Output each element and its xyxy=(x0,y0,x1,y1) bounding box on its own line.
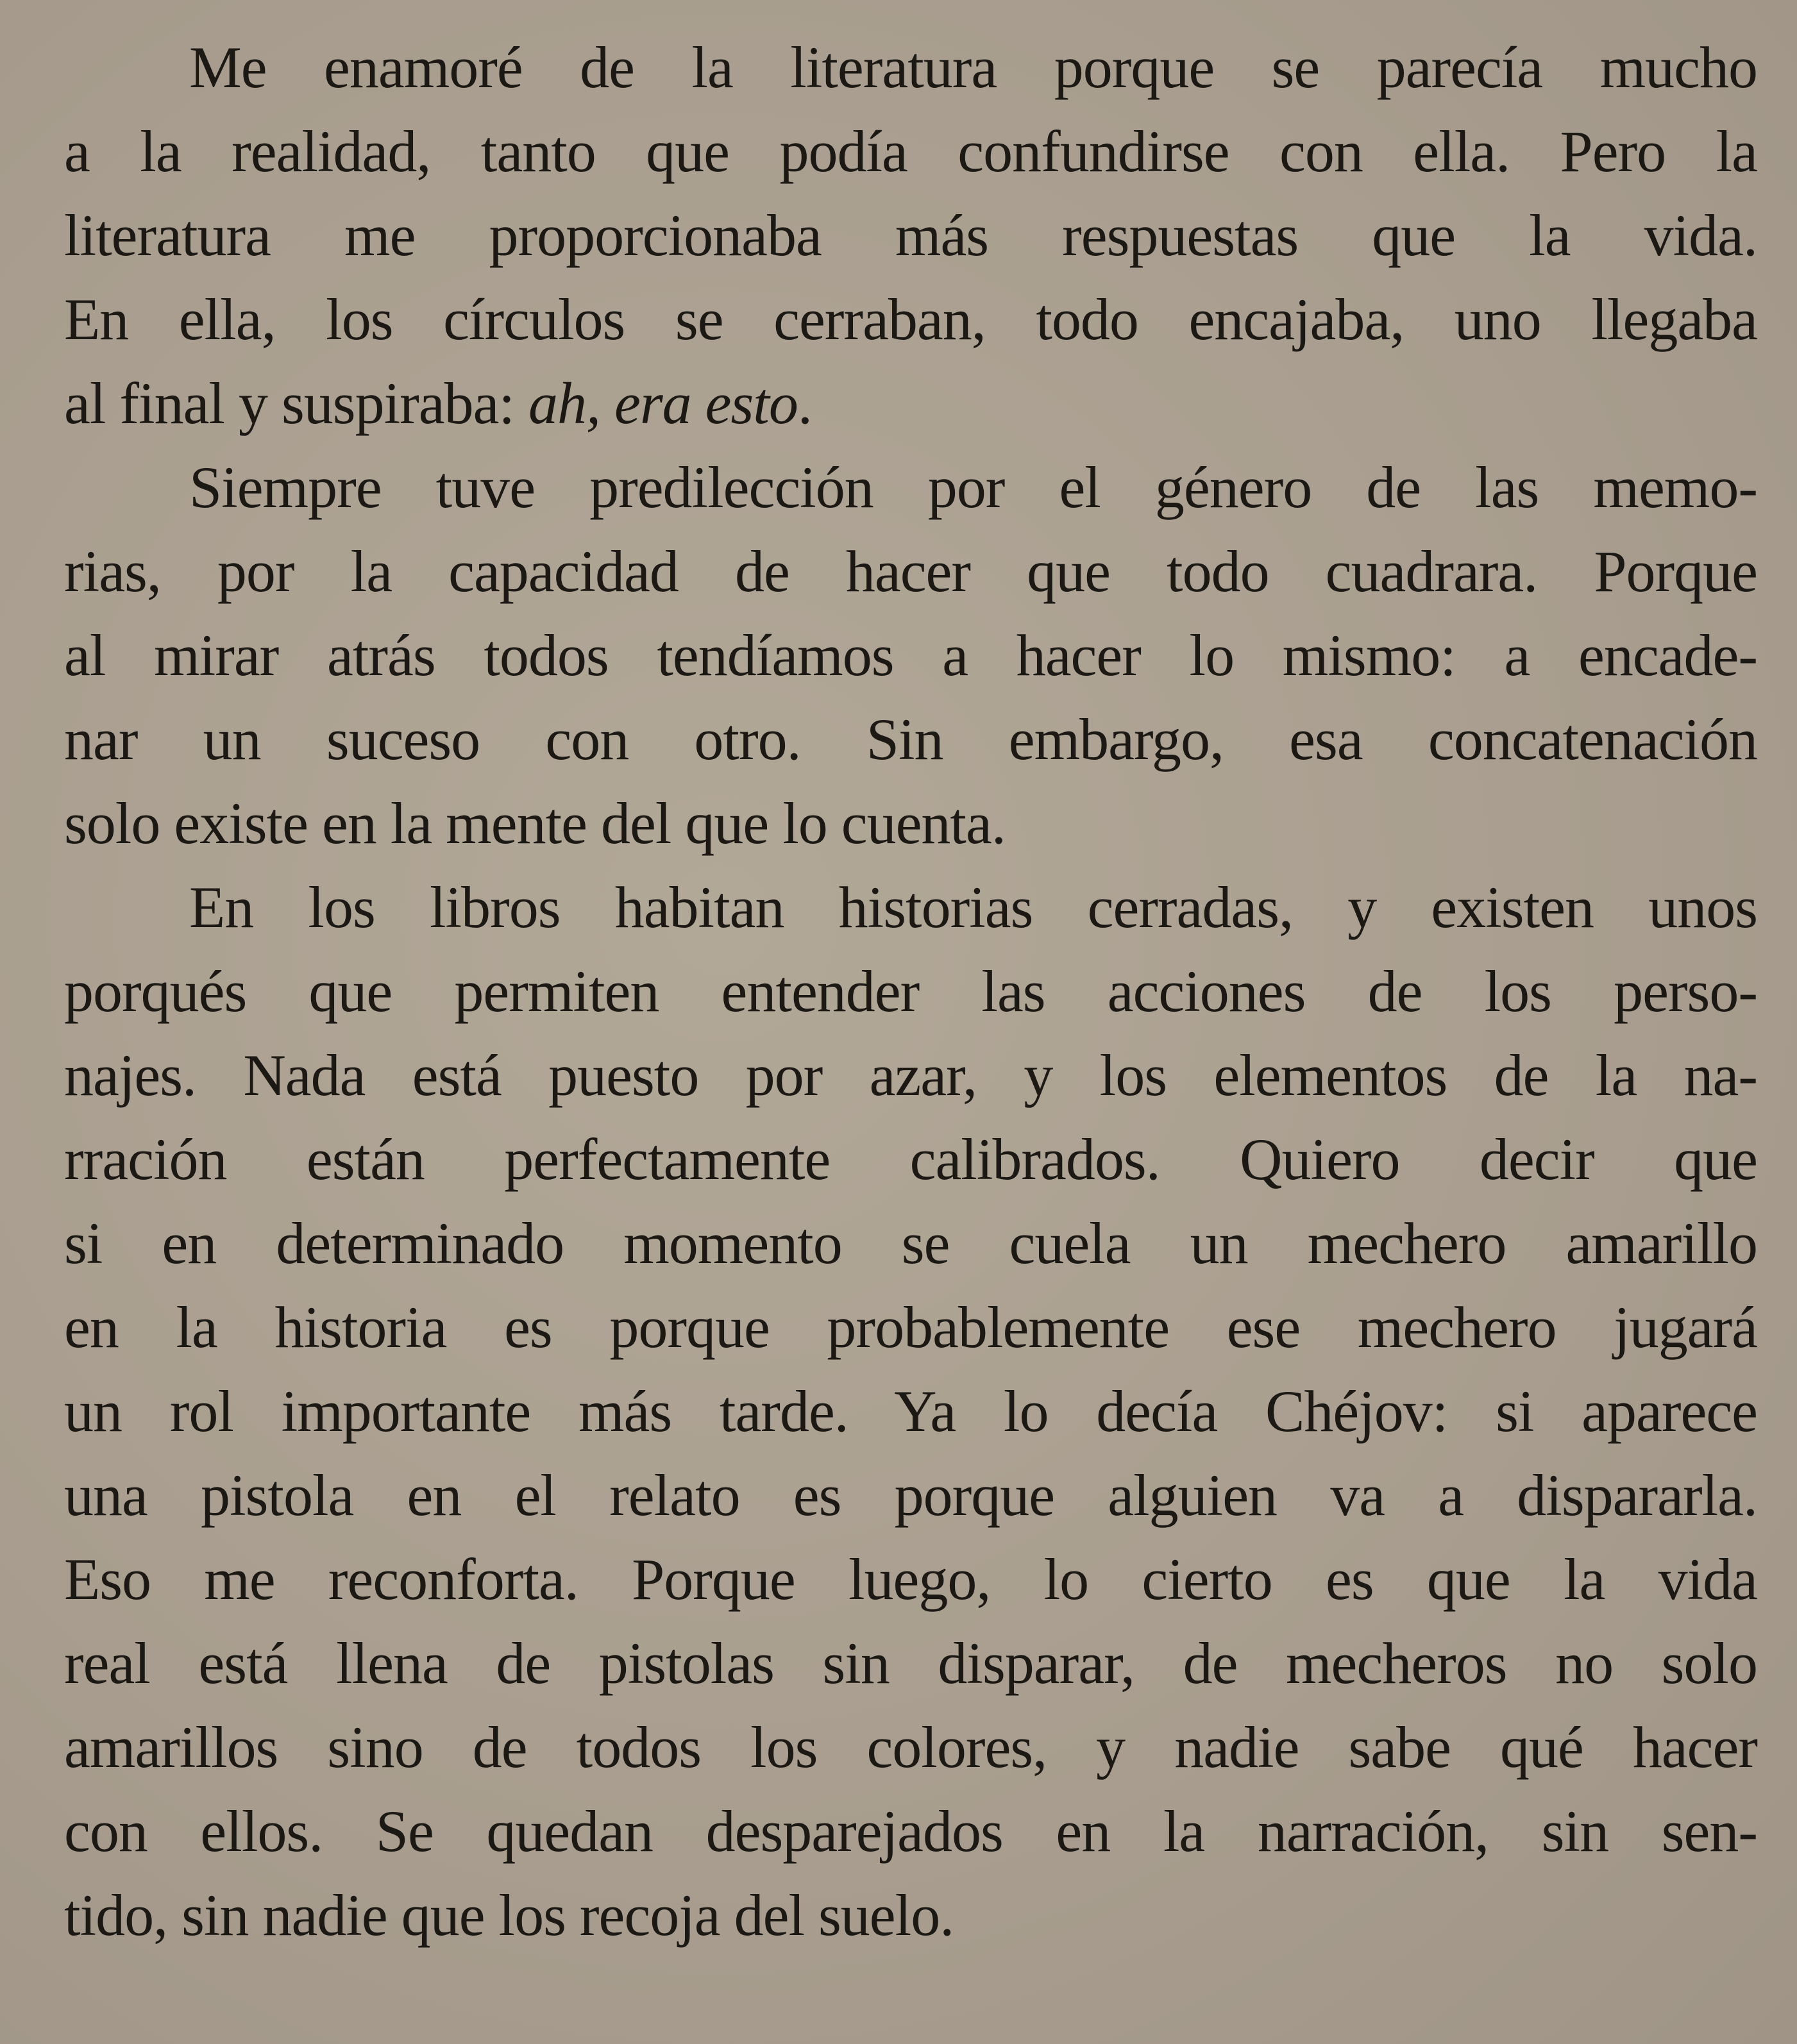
text-line: real está llena de pistolas sin disparar, de mecheros no solo xyxy=(64,1630,1757,1696)
text-line: literatura me proporcionaba más respuestas que la vida. xyxy=(64,203,1757,268)
text-line: porqués que permiten entender las acciones de los perso- xyxy=(64,959,1757,1024)
text-fragment: . xyxy=(797,371,812,436)
paragraph-1 xyxy=(64,26,1757,446)
text-line: con ellos. Se quedan desparejados en la narración, sin sen- xyxy=(64,1798,1757,1864)
text-line: rias, por la capacidad de hacer que todo cuadrara. Porque xyxy=(64,539,1757,604)
text-line: Eso me reconforta. Porque luego, lo cierto es que la vida xyxy=(64,1546,1757,1612)
text-line: al mirar atrás todos tendíamos a hacer lo mismo: a encade- xyxy=(64,623,1757,688)
paragraph-3 xyxy=(64,866,1757,1957)
text-line: En ella, los círculos se cerraban, todo encajaba, uno llegaba xyxy=(64,287,1757,352)
text-line: rración están perfectamente calibrados. Quiero decir que xyxy=(64,1127,1757,1192)
text-fragment: al final y suspiraba: xyxy=(64,371,529,436)
text-line: nar un suceso con otro. Sin embargo, esa concatenación xyxy=(64,707,1757,772)
text-line: una pistola en el relato es porque alguien va a dispararla. xyxy=(64,1462,1757,1528)
text-line: solo existe en la mente del que lo cuenta. xyxy=(64,791,1006,856)
text-line: amarillos sino de todos los colores, y nadie sabe qué hacer xyxy=(64,1714,1757,1780)
text-line: un rol importante más tarde. Ya lo decía Chéjov: si aparece xyxy=(64,1378,1757,1444)
text-line: najes. Nada está puesto por azar, y los elementos de la na- xyxy=(64,1043,1757,1108)
italic-quote: ah, era esto xyxy=(528,371,798,436)
text-line xyxy=(64,362,1757,446)
page-text xyxy=(64,26,1757,1957)
paragraph-2 xyxy=(64,446,1757,866)
text-line: Siempre tuve predilección por el género de las memo- xyxy=(189,455,1757,520)
text-line: En los libros habitan historias cerradas, y existen unos xyxy=(189,875,1757,940)
text-line: tido, sin nadie que los recoja del suelo. xyxy=(64,1882,954,1948)
text-line: si en determinado momento se cuela un mechero amarillo xyxy=(64,1210,1757,1276)
text-line: a la realidad, tanto que podía confundirse con ella. Pero la xyxy=(64,119,1757,184)
text-line: Me enamoré de la literatura porque se parecía mucho xyxy=(189,35,1757,100)
text-line: en la historia es porque probablemente ese mechero jugará xyxy=(64,1294,1757,1360)
